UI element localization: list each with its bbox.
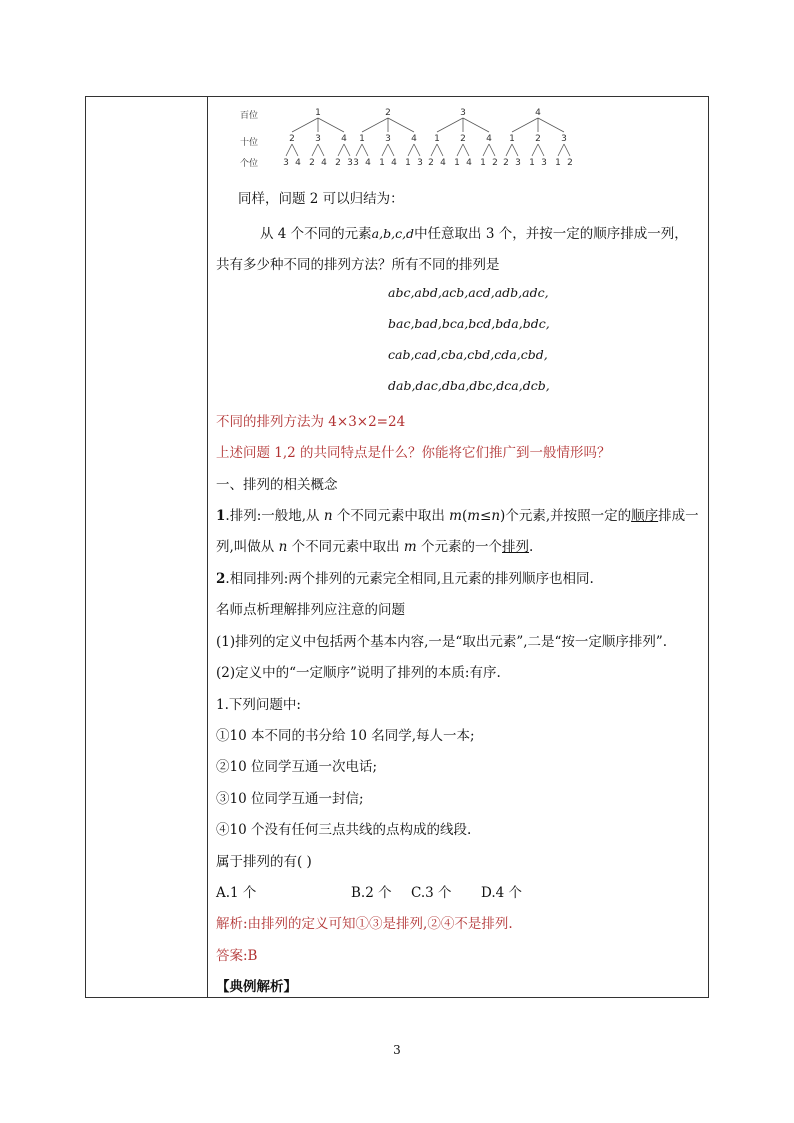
content-table [85,96,709,998]
tree-edge [489,144,495,156]
tree-node-hundreds: 3 [460,108,466,118]
tree-edge [414,144,420,156]
tree-node-units: 4 [365,158,371,168]
tree-node-tens: 4 [411,134,417,144]
tree-node-units: 2 [492,158,498,168]
tips-heading: 名师点析理解排列应注意的问题 [216,602,405,618]
text-line-3: 共有多少种不同的排列方法？所有不同的排列是 [216,257,500,273]
perm-row-3: cab,cad,cba,cbd,cda,cbd, [388,347,548,362]
tree-edge [318,118,344,132]
tree-node-units: 3 [283,158,289,168]
tree-node-units: 4 [321,158,327,168]
tree-node-units: 4 [440,158,446,168]
tree-edge [382,144,388,156]
tree-node-units: 2 [503,158,509,168]
tree-node-units: 1 [454,158,460,168]
exercise-item-3: ③10 位同学互通一封信; [216,791,364,807]
tree-node-tens: 1 [509,134,515,144]
tree-node-hundreds: 2 [385,108,391,118]
text-line-2: 从 4 个不同的元素a,b,c,d中任意取出 3 个，并按一定的顺序排成一列， [260,226,688,242]
row-label-hundreds: 百位 [240,111,259,121]
tree-node-tens: 3 [315,134,321,144]
tree-node-tens: 2 [460,134,466,144]
tree-node-units: 4 [391,158,397,168]
tree-edge [362,144,368,156]
tree-edge [483,144,489,156]
tree-edge [538,144,544,156]
tree-edge [318,144,324,156]
tree-edge [512,118,538,132]
definition-line-2: 列,叫做从 n 个不同元素中取出 m 个元素的一个排列. [216,539,534,555]
tree-node-units: 1 [405,158,411,168]
tree-node-hundreds: 1 [315,108,321,118]
tree-diagram [238,101,578,169]
perm-row-2: bac,bad,bca,bcd,bda,bdc, [388,316,550,331]
tree-edge [457,144,463,156]
exercise-item-2: ②10 位同学互通一次电话; [216,759,378,775]
row-label-units: 个位 [240,159,259,169]
text-question: 上述问题 1,2 的共同特点是什么？你能将它们推广到一般情形吗？ [216,445,611,461]
text-count: 不同的排列方法为 4×3×2=24 [216,414,406,430]
tree-edge [512,144,518,156]
tree-edge [463,118,489,132]
option-b: B.2 个 [351,885,392,901]
tree-node-units: 3 [353,158,359,168]
tree-node-units: 2 [309,158,315,168]
option-a: A.1 个 [216,885,257,901]
tree-edge [437,118,463,132]
tree-edge [292,144,298,156]
perm-row-1: abc,abd,acb,acd,adb,adc, [388,285,549,300]
tree-edge [312,144,318,156]
tree-node-tens: 1 [434,134,440,144]
tip-1: (1)排列的定义中包括两个基本内容,一是“取出元素”,二是“按一定顺序排列”. [216,634,668,650]
column-divider [207,97,208,997]
tree-edge [538,118,564,132]
tree-node-tens: 3 [561,134,567,144]
tree-node-units: 3 [515,158,521,168]
tree-edge [506,144,512,156]
tree-edge [558,144,564,156]
page-number: 3 [393,1043,401,1057]
text-line-1: 同样，问题 2 可以归结为： [238,191,404,207]
tree-node-tens: 4 [486,134,492,144]
tree-edge [286,144,292,156]
tree-node-tens: 1 [359,134,365,144]
tree-node-units: 3 [417,158,423,168]
tree-node-tens: 4 [341,134,347,144]
tree-edge [338,144,344,156]
exercise-stem: 1.下列问题中: [216,697,301,713]
exercise-item-1: ①10 本不同的书分给 10 名同学,每人一本; [216,728,475,744]
tree-node-units: 2 [428,158,434,168]
tree-edge [388,118,414,132]
tree-node-units: 1 [379,158,385,168]
tree-edge [437,144,443,156]
tip-2: (2)定义中的“一定顺序”说明了排列的本质:有序. [216,665,501,681]
tree-node-tens: 2 [289,134,295,144]
tree-node-tens: 2 [535,134,541,144]
option-c: C.3 个 [411,885,452,901]
tree-node-units: 4 [466,158,472,168]
tree-edge [431,144,437,156]
analysis-line: 解析:由排列的定义可知①③是排列,②④不是排列. [216,916,513,932]
tree-node-units: 1 [480,158,486,168]
tree-node-units: 3 [347,158,353,168]
definition-line-3: 2.相同排列:两个排列的元素完全相同,且元素的排列顺序也相同. [216,571,594,587]
tree-node-units: 3 [541,158,547,168]
section-heading: 一、排列的相关概念 [216,477,338,493]
perm-row-4: dab,dac,dba,dbc,dca,dcb, [388,378,550,393]
tree-edge [292,118,318,132]
tree-edge [564,144,570,156]
tree-node-hundreds: 4 [535,108,541,118]
tree-node-units: 2 [567,158,573,168]
tree-node-tens: 3 [385,134,391,144]
option-d: D.4 个 [481,885,523,901]
tree-edge [356,144,362,156]
tree-edge [463,144,469,156]
tree-edge [388,144,394,156]
tree-edge [408,144,414,156]
tree-node-units: 1 [555,158,561,168]
exercise-item-4: ④10 个没有任何三点共线的点构成的线段. [216,822,472,838]
row-label-tens: 十位 [240,138,259,148]
tree-node-units: 1 [529,158,535,168]
exercise-question: 属于排列的有( ) [216,854,312,870]
tree-node-units: 4 [295,158,301,168]
tree-node-units: 2 [335,158,341,168]
definition-line-1: 1.排列:一般地,从 n 个不同元素中取出 m(m≤n)个元素,并按照一定的顺序排成一 [216,508,699,524]
example-heading: 【典例解析】 [216,979,297,995]
tree-edge [532,144,538,156]
answer-line: 答案:B [216,948,258,964]
tree-edge [344,144,350,156]
tree-edge [362,118,388,132]
